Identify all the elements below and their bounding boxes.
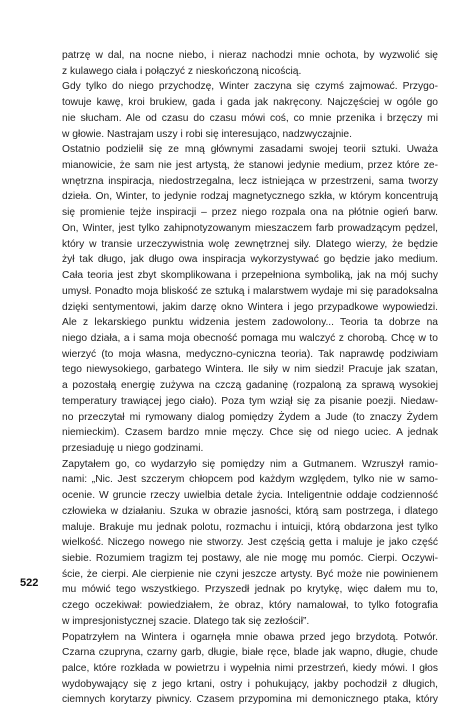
text-line: niego działa, a i sama moja obecność pomaga mu walczyć z chorobą. Chcę w to: [62, 332, 438, 344]
text-line: Cała teoria jest zbyt skomplikowana i przepełniona symboliką, jak na mój suchy: [62, 270, 438, 282]
text-line: wnętrzna inspiracja, niedostrzegalna, lecz istniejąca w przestrzeni, sama tworzy: [62, 175, 438, 187]
text-line: dzieła. On, Winter, to jedynie rodzaj magnetycznego szkła, w którym koncentrują: [62, 191, 438, 203]
text-line: z kulawego ciała i połączyć z nieskończoną nicością.: [62, 65, 302, 77]
text-line: Zapytałem go, co wydarzyło się pomiędzy nim a Gutmanem. Wzruszył ramio-: [62, 458, 438, 470]
text-line: żył tak długo, jak długo owa inspiracja wykorzystywać go będzie jako medium.: [62, 254, 438, 266]
text-line: Popatrzyłem na Wintera i ogarnęła mnie obawa przed jego brzydotą. Potwór.: [62, 631, 438, 643]
text-line: umysł. Ponadto moja bliskość ze sztuką i malarstwem wydaje mi się paradoksalna: [62, 285, 438, 297]
text-line: maluje. Brakuje mu jednak polotu, rozmachu i intuicji, którą obdarzona jest tylko: [62, 521, 438, 533]
text-line: patrzę w dal, na nocne niebo, i nieraz nachodzi mnie ochota, by wyzwolić się: [62, 50, 438, 61]
text-line: no przeczytał mi rymowany dialog pomiędzy Żydem a Jude (to znaczy Żydem: [62, 411, 438, 423]
text-line: On, Winter, jest tylko zahipnotyzowanym mieszaczem farb prowadzącym pędzel,: [62, 222, 438, 234]
text-line: mu mówić tego wszystkiego. Przyszedł jednak po krytykę, więc dałem mu to,: [62, 584, 438, 596]
text-line: człowieka w działaniu. Szuka w obrazie jasności, którą sam postrzega, i dlatego: [62, 505, 438, 517]
text-line: Ale z lekarskiego punktu widzenia jestem zadowolony... Teoria ta dobrze na: [62, 317, 438, 329]
text-line: palce, które rozkłada w powietrzu i wypełnia nimi przestrzeń, kiedy mówi. I głos: [62, 663, 438, 675]
text-line: mianowicie, że sam nie jest artystą, że stanowi jedynie medium, przez które ze-: [62, 160, 438, 172]
text-line: wydobywający się z jego krtani, ostry i pohukujący, jakby pochodził z długich,: [62, 678, 438, 690]
text-line: a pozostałą energię zużywa na czczą gadaninę (rozpaloną za sprawą wysokiej: [62, 380, 438, 392]
text-line: Ostatnio podzielił się ze mną głównymi zasadami swojej teorii sztuki. Uważa: [62, 144, 438, 156]
text-line: Gdy tylko do niego przychodzę, Winter zaczyna się czymś zajmować. Przygo-: [62, 81, 438, 93]
text-line: tego niewysokiego, garbatego Wintera. Ile siły w nim siedzi! Pracuje jak szatan,: [62, 364, 438, 376]
page-number: 522: [20, 577, 39, 589]
text-line: dzięki sentymentowi, jakim darzę okno Wintera i jego przypadkowe wypowiedzi.: [62, 301, 438, 313]
text-line: temperatury trawiącej jego ciało). Poza tym wziął się za pisanie poezji. Niedaw-: [62, 395, 438, 407]
text-line: w głowie. Nastrajam uszy i robi się interesująco, nadzwyczajnie.: [62, 128, 352, 140]
body-text: [62, 48, 438, 708]
text-line: niemieckim). Czasem bardzo mnie męczy. Chce się od niego uciec. A jednak: [62, 427, 438, 439]
text-line: ciemnych korytarzy piwnicy. Czasem przypomina mi demonicznego ptaka, który: [62, 694, 438, 706]
text-line: się promienie tejże inspiracji – przez niego rozpala ona na płótnie ogień barw.: [62, 207, 438, 219]
text-line: przesiaduję u niego godzinami.: [62, 442, 204, 454]
text-line: nami: „Nic. Jest szczerym chłopcem pod każdym względem, tylko nie w samo-: [62, 474, 438, 486]
text-line: ście, że cierpi. Ale cierpienie nie czyni jeszcze artysty. Być może nie powinienem: [62, 568, 438, 580]
text-line: ocenie. W gruncie rzeczy uwielbia detale życia. Inteligentnie oddaje codzienność: [62, 490, 438, 502]
text-line: który w transie urzeczywistnia wolę zewnętrznej siły. Dlatego wierzy, że będzie: [62, 238, 438, 250]
text-line: siebie. Rozumiem tragizm tej postawy, ale nie mogę mu pomóc. Cierpi. Oczywi-: [62, 553, 438, 564]
text-line: czego oczekiwał: powiedziałem, że obraz, który namalował, to tylko fotografia: [62, 600, 438, 612]
text-line: towuje kawę, kroi brukiew, gada i gada jak nakręcony. Najczęściej w ogóle go: [62, 97, 438, 109]
text-line: wielkość. Niczego nowego nie stworzy. Jest częścią getta i maluje je jako część: [62, 537, 438, 549]
text-line: nie słucham. Ale od czasu do czasu mówi coś, co mnie przenika i brzęczy mi: [62, 112, 438, 124]
text-line: w impresjonistycznej szacie. Dlatego tak się zezłościł”.: [62, 615, 310, 627]
text-line: Czarna czupryna, czarny garb, długie, białe ręce, blade jak wapno, długie, chude: [62, 647, 438, 659]
text-line: wierzyć (to moja własna, medyczno-cyniczna teoria). Tak naprawdę podziwiam: [62, 348, 438, 360]
